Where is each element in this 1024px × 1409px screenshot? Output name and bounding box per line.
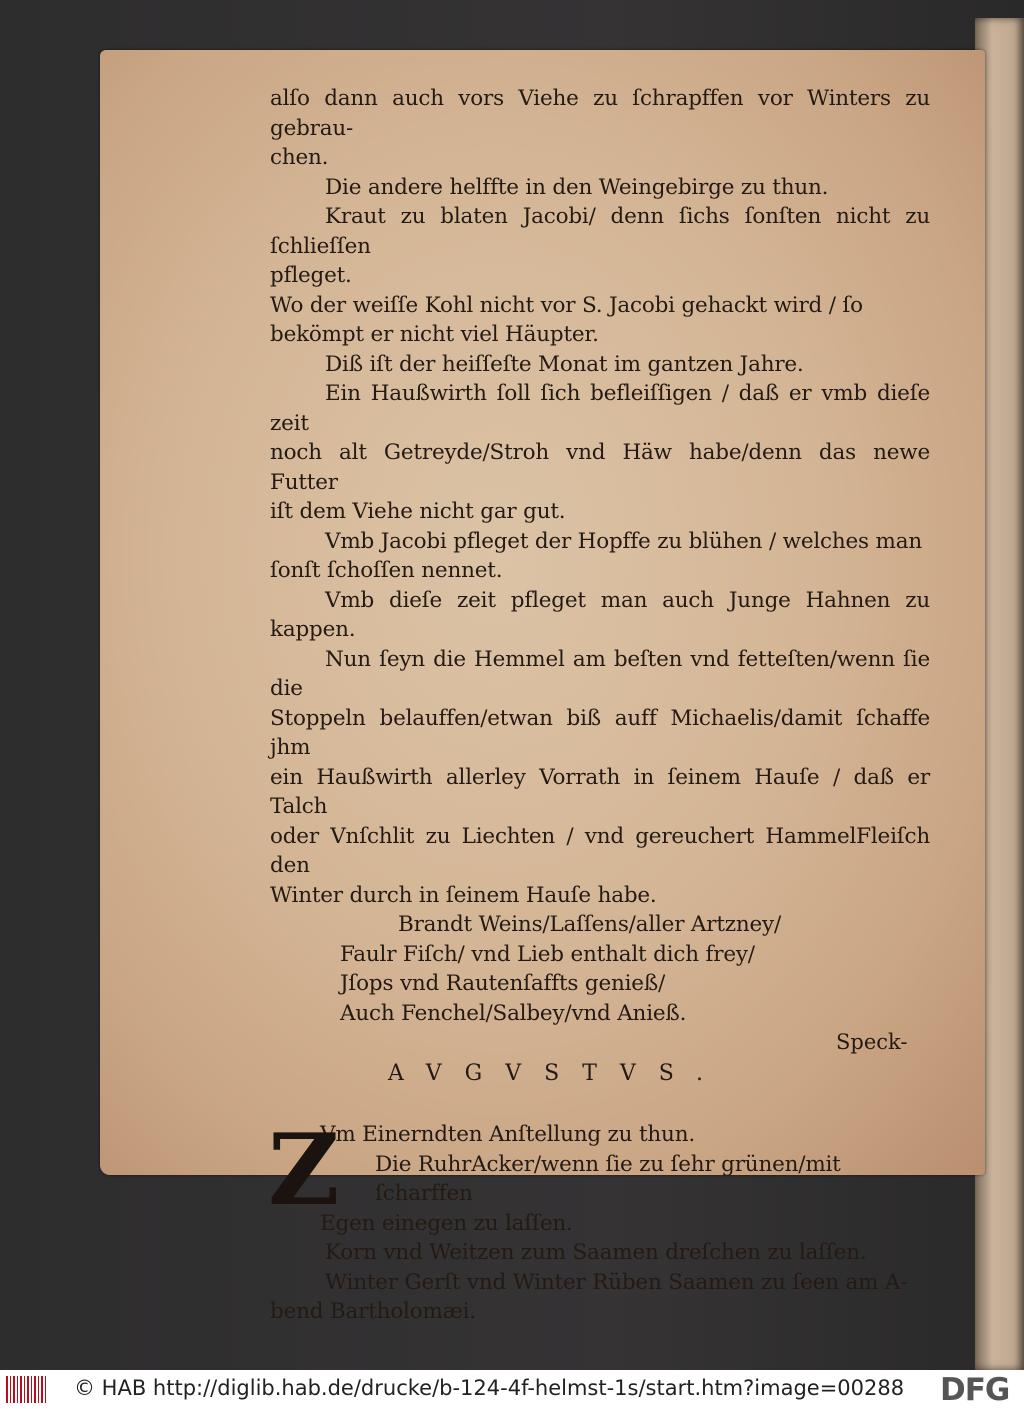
verse-line: Auch Fenchel/Salbey/vnd Anieß.	[340, 1000, 687, 1026]
verse-block	[270, 910, 930, 1028]
top-line: ſonſt ſchoſſen nennet.	[270, 558, 503, 583]
top-line: ein Haußwirth allerley Vorrath in ſeinem Hauſe / daß er Talch	[270, 764, 930, 819]
top-line: Diß iſt der heiſſeſte Monat im gantzen Jahre.	[325, 351, 804, 377]
footer-credit-link[interactable]: © HAB http://diglib.hab.de/drucke/b-124-4f-helmst-1s/start.htm?image=00288	[74, 1376, 905, 1400]
top-line: iſt dem Viehe nicht gar gut.	[270, 499, 566, 524]
top-line: noch alt Getreyde/Stroh vnd Häw habe/denn das newe Futter	[270, 440, 930, 495]
top-line: Nun ſeyn die Hemmel am beſten vnd fetteſten/wenn ſie die	[270, 646, 930, 701]
decorated-initial: Z	[268, 1113, 340, 1228]
verse-line: Faulr Fiſch/ vnd Lieb enthalt dich frey/	[340, 941, 755, 967]
dfg-logo: DFG	[940, 1372, 1010, 1408]
top-line: Stoppeln belauffen/etwan biß auff Michaelis/damit ſchaffe jhm	[270, 705, 930, 760]
august-block	[268, 1113, 930, 1238]
top-line: Kraut zu blaten Jacobi/ denn ſichs ſonſten nicht zu ſchlieſſen	[270, 204, 930, 259]
top-line: pfleget.	[270, 263, 352, 288]
top-line: oder Vnſchlit zu Liechten / vnd gereuchert HammelFleiſch den	[270, 823, 930, 878]
bottom-line: Korn vnd Weitzen zum Saamen dreſchen zu laſſen.	[325, 1240, 867, 1265]
verse-line: Jſops vnd Rautenſaffts genieß/	[340, 971, 666, 996]
top-line: Vmb Jacobi pfleget der Hopffe zu blühen / welches man	[325, 528, 922, 554]
top-line: Wo der weiſſe Kohl nicht vor S. Jacobi gehackt wird / ſo	[270, 292, 863, 318]
top-line: Winter durch in ſeinem Hauſe habe.	[270, 882, 657, 908]
page-text	[270, 84, 930, 1327]
aug-line: Vm Einerndten Anſtellung zu thun.	[320, 1122, 695, 1147]
catchword: Speck-	[836, 1030, 908, 1054]
aug-line: Egen einegen zu laſſen.	[320, 1210, 573, 1236]
footer-bar	[0, 1370, 1024, 1409]
verse-line: Brandt Weins/Laſſens/aller Artzney/	[398, 912, 782, 937]
text-block-bottom	[270, 1238, 930, 1327]
top-line: bekömpt er nicht viel Häupter.	[270, 322, 599, 347]
top-line: Die andere helffte in den Weingebirge zu thun.	[325, 174, 829, 200]
text-block-top	[270, 84, 930, 910]
top-line: Vmb dieſe zeit pfleget man auch Junge Hahnen zu kappen.	[270, 587, 930, 642]
top-line: chen.	[270, 145, 329, 170]
bottom-line: bend Bartholomæi.	[270, 1299, 476, 1324]
hab-logo-icon	[6, 1376, 48, 1403]
aug-line: Die RuhrAcker/wenn ſie zu ſehr grünen/mit ſcharffen	[375, 1151, 841, 1206]
month-heading: AVGVSTVS.	[388, 1061, 727, 1086]
bottom-line: Winter Gerſt vnd Winter Rüben Saamen zu ſeen am A-	[325, 1269, 908, 1295]
august-lines	[268, 1113, 930, 1238]
top-line: Ein Haußwirth ſoll ſich befleiſſigen / daß er vmb dieſe zeit	[270, 381, 930, 436]
top-line: alſo dann auch vors Viehe zu ſchrapffen vor Winters zu gebrau-	[270, 86, 930, 141]
